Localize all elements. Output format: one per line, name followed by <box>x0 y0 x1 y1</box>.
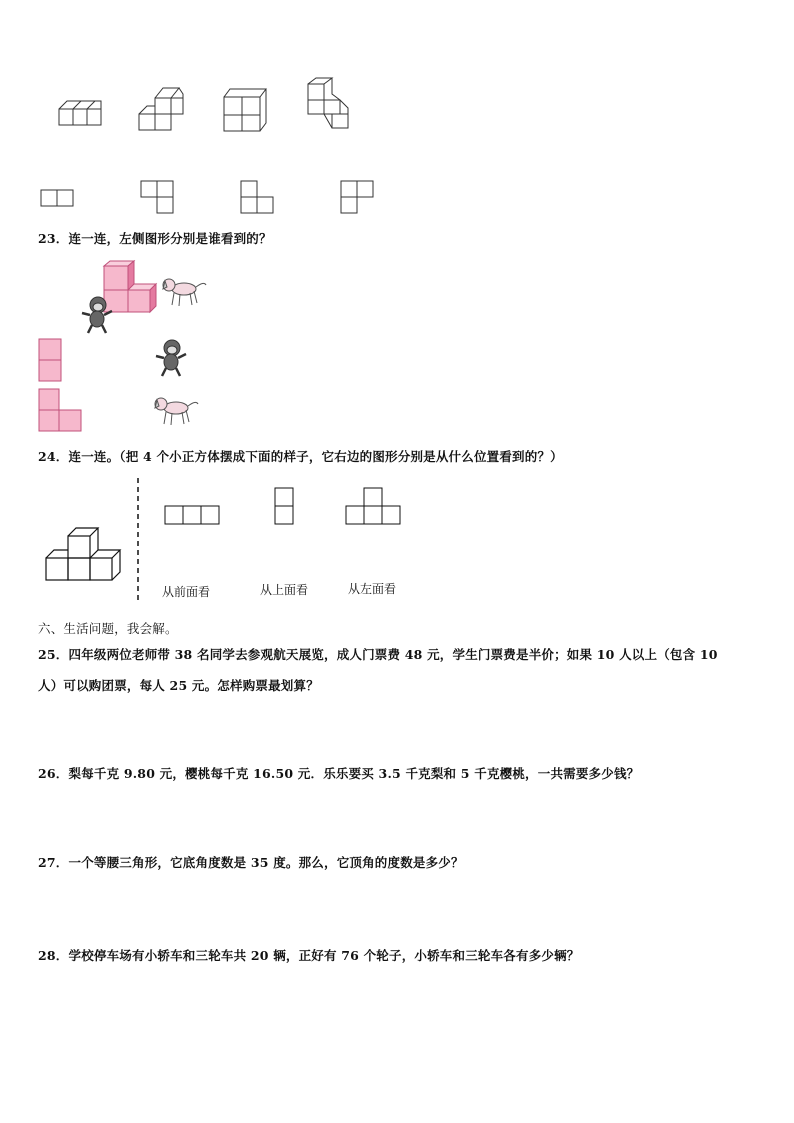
pink-view-vertical <box>38 338 64 384</box>
section-6-title: 六、生活问题，我会解。 <box>38 621 178 636</box>
flat-view-4 <box>340 180 376 216</box>
monkey-icon-2 <box>152 338 190 378</box>
view-three-in-row <box>164 505 222 525</box>
question-23: 23．连一连，左侧图形分别是谁看到的？ <box>38 231 272 246</box>
view-label-top: 从上面看 <box>260 583 309 597</box>
cube-figure-1 <box>55 95 105 135</box>
question-24: 24．连一连。（把 4 个小正方体摆成下面的样子，它右边的图形分别是从什么位置看到的？） <box>38 449 563 464</box>
view-label-left: 从左面看 <box>348 582 397 596</box>
dog-icon-2 <box>152 394 200 428</box>
monkey-icon <box>78 295 116 335</box>
dashed-divider <box>136 478 140 600</box>
cube-figure-4 <box>300 78 355 133</box>
pink-view-l-shape <box>38 388 84 434</box>
flat-view-3 <box>240 180 276 216</box>
view-two-stacked <box>274 487 296 525</box>
view-label-front: 从前面看 <box>162 585 211 599</box>
flat-view-2 <box>140 180 176 216</box>
question-26: 26．梨每千克 9.80 元，樱桃每千克 16.50 元．乐乐要买 3.5 千克梨和 5 千克樱桃，一共需要多少钱？ <box>38 766 640 781</box>
dog-icon <box>160 275 208 309</box>
view-t-shape <box>345 487 403 525</box>
question-25-line2: 人）可以购团票，每人 25 元。怎样购票最划算？ <box>38 678 319 693</box>
question-28: 28．学校停车场有小轿车和三轮车共 20 辆，正好有 76 个轮子，小轿车和三轮车各有多少辆？ <box>38 948 580 963</box>
cube-figure-2 <box>135 80 190 135</box>
four-cube-arrangement <box>44 520 124 584</box>
question-25-line1: 25．四年级两位老师带 38 名同学去参观航天展览，成人门票费 48 元，学生门票费是半价；如果 10 人以上（包含 10 <box>38 647 718 662</box>
question-27: 27．一个等腰三角形，它底角度数是 35 度。那么，它顶角的度数是多少？ <box>38 855 464 870</box>
flat-view-1 <box>40 188 76 208</box>
cube-figure-3 <box>220 85 270 135</box>
